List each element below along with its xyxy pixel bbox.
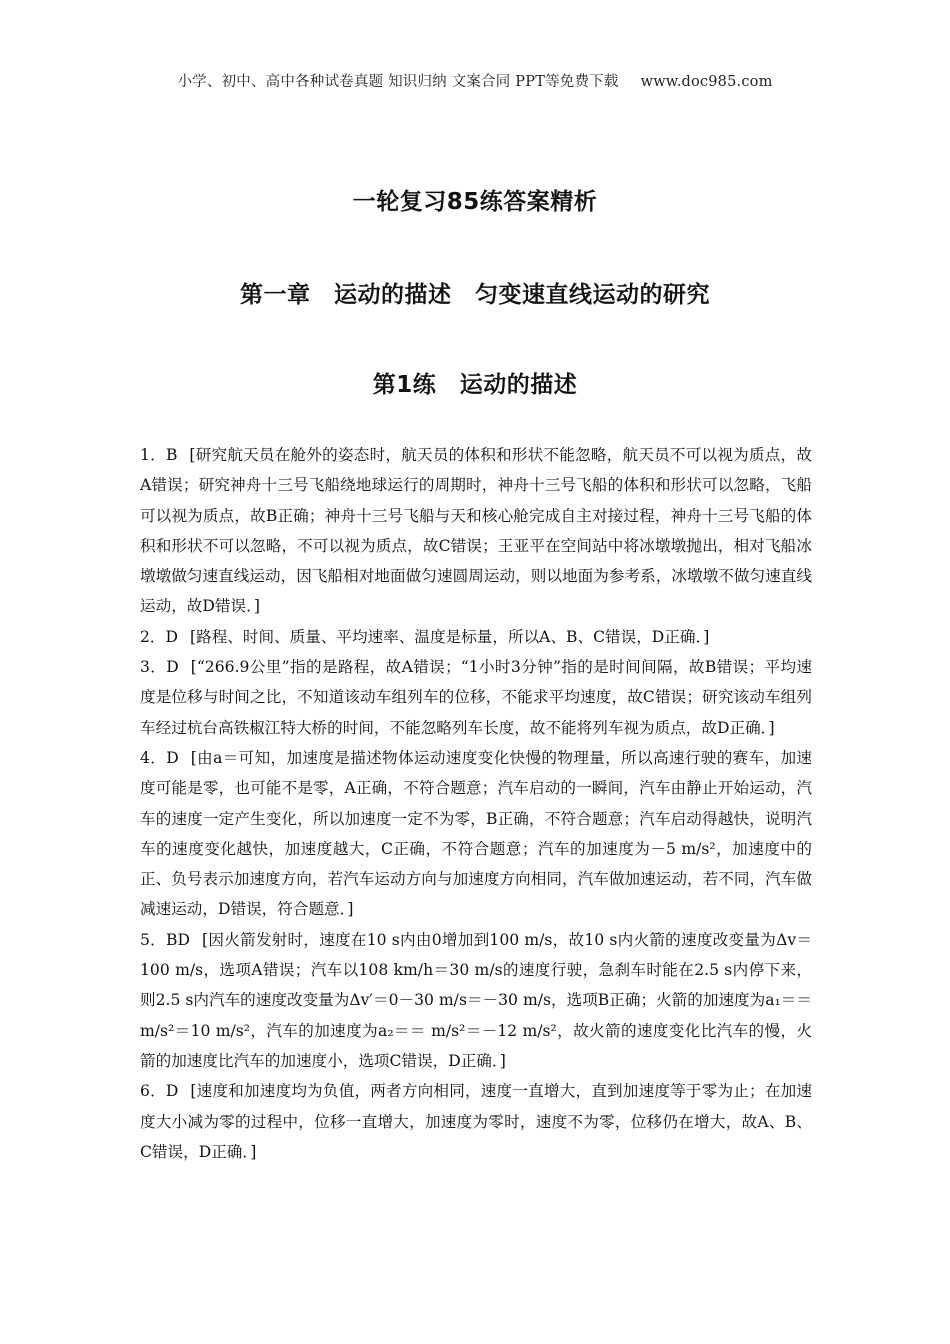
answer-text: [速度和加速度均为负值，两者方向相同，速度一直增大，直到加速度等于零为止；在加速度大小减为零的过程中，位移一直增大，加速度为零时，速度不为零，位移仍在增大，故A、B、C错误，D正确．] bbox=[140, 1082, 812, 1161]
answer-number: 6．D bbox=[140, 1082, 179, 1101]
answer-item bbox=[140, 743, 812, 925]
answer-text: [研究航天员在舱外的姿态时，航天员的体积和形状不能忽略，航天员不可以视为质点，故A错误；研究神舟十三号飞船绕地球运行的周期时，神舟十三号飞船的体积和形状可以忽略，飞船可以视为质点，故B正确；神舟十三号飞船与天和核心舱完成自主对接过程，神舟十三号飞船的体积和形状不可以忽略，不可以视为质点，故C错误；王亚平在空间站中将冰墩墩抛出，相对飞船冰墩墩做匀速直线运动，因飞船相对地面做匀速圆周运动，则以地面为参考系，冰墩墩不做匀速直线运动，故D错误．] bbox=[140, 446, 812, 616]
answer-number: 3．D bbox=[140, 658, 179, 677]
answer-item bbox=[140, 440, 812, 622]
answer-item bbox=[140, 925, 812, 1076]
answer-item bbox=[140, 1076, 812, 1167]
answer-number: 4．D bbox=[140, 748, 179, 767]
section-title: 第1练 运动的描述 bbox=[372, 372, 578, 398]
answer-text: [“266.9公里”指的是路程，故A错误；“1小时3分钟”指的是时间间隔，故B错误；平均速度是位移与时间之比，不知道该动车组列车的位移，不能求平均速度，故C错误；研究该动车组列车经过杭台高铁椒江特大桥的时间，不能忽略列车长度，故不能将列车视为质点，故D正确．] bbox=[140, 658, 812, 737]
answer-number: 1．B bbox=[140, 446, 178, 464]
chapter-title: 第一章 运动的描述 匀变速直线运动的研究 bbox=[240, 282, 710, 308]
answer-text: [因火箭发射时，速度在10 s内由0增加到100 m/s，故10 s内火箭的速度改变量为Δv＝100 m/s，选项A错误；汽车以108 km/h＝30 m/s的速度行驶，急刹车时能在2.5 s内停下来，则2.5 s内汽车的速度改变量为Δv′＝0－30 m/s＝－30 m/s，选项B正确；火箭的加速度为a₁＝＝ m/s²＝10 m/s²，汽车的加速度为a₂＝＝ m/s²＝－12 m/s²，故火箭的速度变化比汽车的慢，火箭的加速度比汽车的加速度小，选项C错误，D正确．] bbox=[140, 930, 812, 1070]
answer-list bbox=[140, 440, 812, 1167]
answer-item bbox=[140, 622, 812, 652]
document-title: 一轮复习85练答案精析 bbox=[352, 189, 598, 215]
answer-text: [由a＝可知，加速度是描述物体运动速度变化快慢的物理量，所以高速行驶的赛车，加速度可能是零，也可能不是零，A正确，不符合题意；汽车启动的一瞬间，汽车由静止开始运动，汽车的速度一定产生变化，所以加速度一定不为零，B正确，不符合题意；汽车启动得越快，说明汽车的速度变化越快，加速度越大，C正确，不符合题意；汽车的加速度为－5 m/s²，加速度中的正、负号表示加速度方向，若汽车运动方向与加速度方向相同，汽车做加速运动，若不同，汽车做减速运动，D错误，符合题意．] bbox=[140, 748, 812, 919]
answer-item bbox=[140, 652, 812, 743]
answer-number: 2．D bbox=[140, 627, 179, 646]
page-header bbox=[0, 70, 950, 91]
answer-text: [路程、时间、质量、平均速率、温度是标量，所以A、B、C错误，D正确．] bbox=[190, 627, 710, 646]
answer-number: 5．BD bbox=[140, 930, 190, 949]
header-promo-text: 小学、初中、高中各种试卷真题 知识归纳 文案合同 PPT等免费下载 bbox=[177, 74, 619, 90]
header-website: www.doc985.com bbox=[640, 74, 773, 90]
